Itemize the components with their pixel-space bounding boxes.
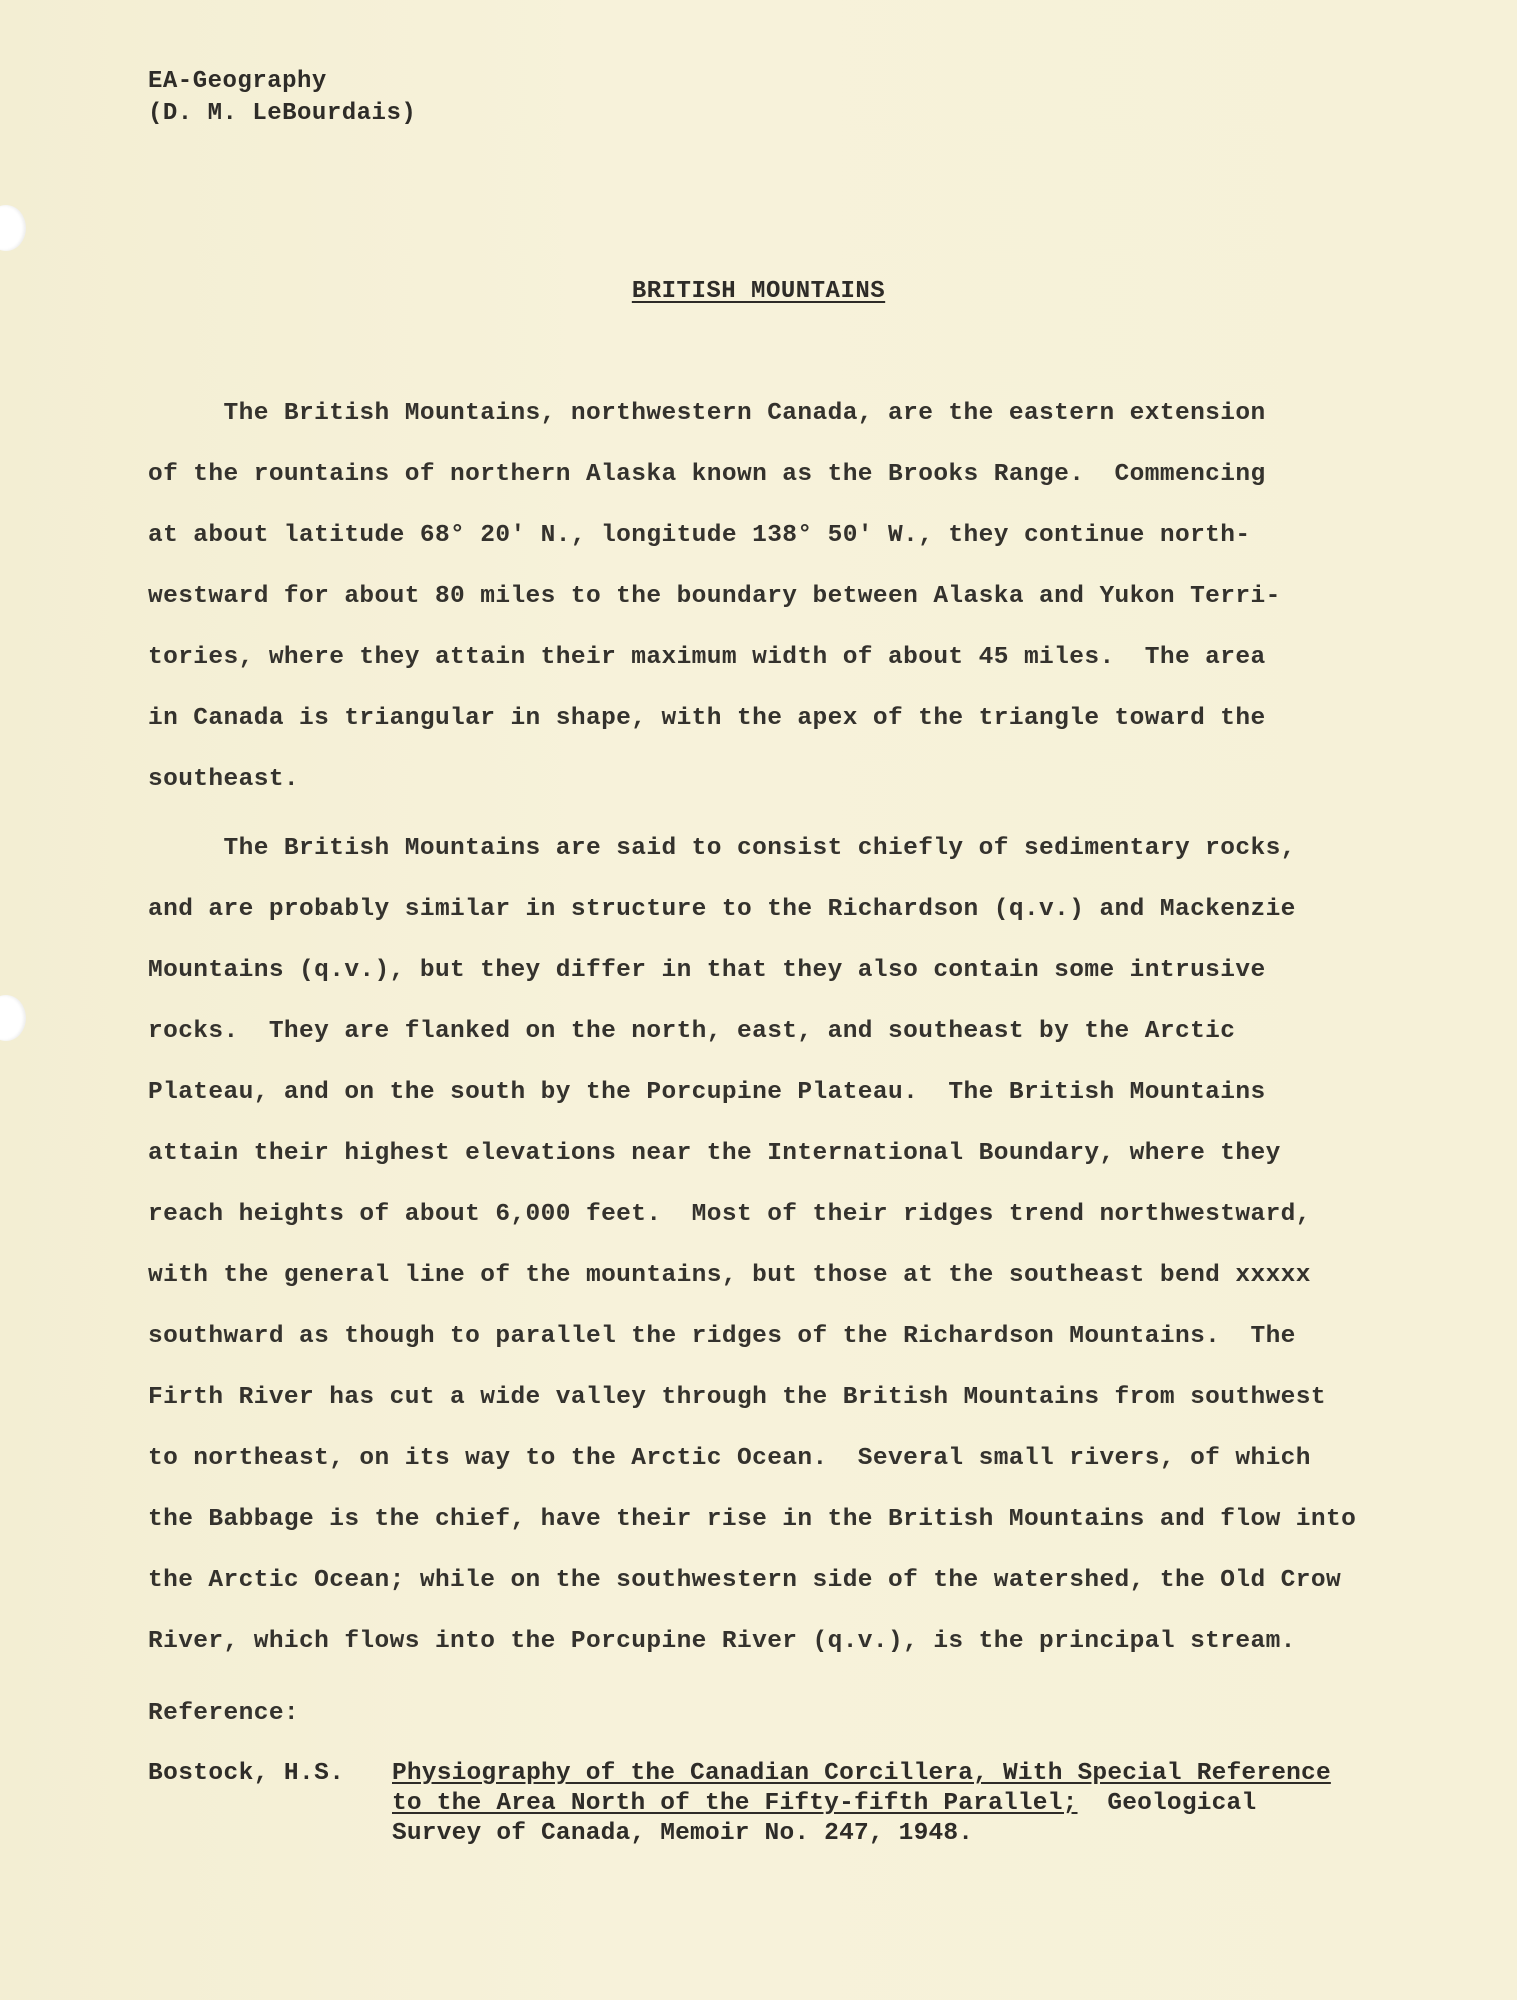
paragraph-line: with the general line of the mountains, but those at the southeast bend xxxxx — [148, 1262, 1311, 1289]
paragraph-line: the Babbage is the chief, have their rise in the British Mountains and flow into — [148, 1506, 1357, 1533]
paragraph-line: tories, where they attain their maximum width of about 45 miles. The area — [148, 644, 1266, 671]
paragraph-line: southward as though to parallel the ridges of the Richardson Mountains. The — [148, 1323, 1296, 1350]
reference-title-line — [392, 1790, 1256, 1817]
document-title — [0, 278, 1517, 305]
header-department: EA-Geography — [148, 68, 327, 95]
reference-publisher-text: Geological — [1077, 1790, 1257, 1817]
paragraph-line: Firth River has cut a wide valley through the British Mountains from southwest — [148, 1384, 1326, 1411]
reference-title-line: Physiography of the Canadian Corcillera, With Special Reference — [392, 1760, 1331, 1787]
reference-label: Reference: — [148, 1700, 300, 1727]
paragraph-line: River, which flows into the Porcupine River (q.v.), is the principal stream. — [148, 1628, 1296, 1655]
paragraph-line: The British Mountains are said to consist chiefly of sedimentary rocks, — [148, 835, 1296, 862]
document-header — [148, 66, 416, 130]
paragraph-line: Mountains (q.v.), but they differ in that they also contain some intrusive — [148, 957, 1266, 984]
paragraph-line: southeast. — [148, 766, 300, 793]
paragraph-line: Plateau, and on the south by the Porcupine Plateau. The British Mountains — [148, 1079, 1266, 1106]
header-author: (D. M. LeBourdais) — [148, 100, 417, 127]
paragraph-line: westward for about 80 miles to the boundary between Alaska and Yukon Terri- — [148, 583, 1281, 610]
paragraph-line: in Canada is triangular in shape, with the apex of the triangle toward the — [148, 705, 1266, 732]
paragraph-line: rocks. They are flanked on the north, east, and southeast by the Arctic — [148, 1018, 1236, 1045]
reference-title-text: to the Area North of the Fifty-fifth Parallel; — [392, 1790, 1078, 1817]
paragraph-line: and are probably similar in structure to the Richardson (q.v.) and Mackenzie — [148, 896, 1296, 923]
paragraph-line: at about latitude 68° 20' N., longitude 138° 50' W., they continue north- — [148, 522, 1251, 549]
paragraph-line: to northeast, on its way to the Arctic Ocean. Several small rivers, of which — [148, 1445, 1311, 1472]
reference-publisher-line: Survey of Canada, Memoir No. 247, 1948. — [392, 1820, 974, 1847]
paragraph-line: reach heights of about 6,000 feet. Most of their ridges trend northwestward, — [148, 1201, 1311, 1228]
punch-hole — [0, 995, 26, 1041]
punch-hole — [0, 205, 26, 251]
paragraph-line: attain their highest elevations near the International Boundary, where they — [148, 1140, 1281, 1167]
reference-author: Bostock, H.S. — [148, 1760, 345, 1787]
title-text: BRITISH MOUNTAINS — [631, 278, 886, 305]
paragraph-line: the Arctic Ocean; while on the southwestern side of the watershed, the Old Crow — [148, 1567, 1342, 1594]
paragraph-line: of the rountains of northern Alaska known as the Brooks Range. Commencing — [148, 461, 1266, 488]
paragraph-line: The British Mountains, northwestern Canada, are the eastern extension — [148, 400, 1266, 427]
